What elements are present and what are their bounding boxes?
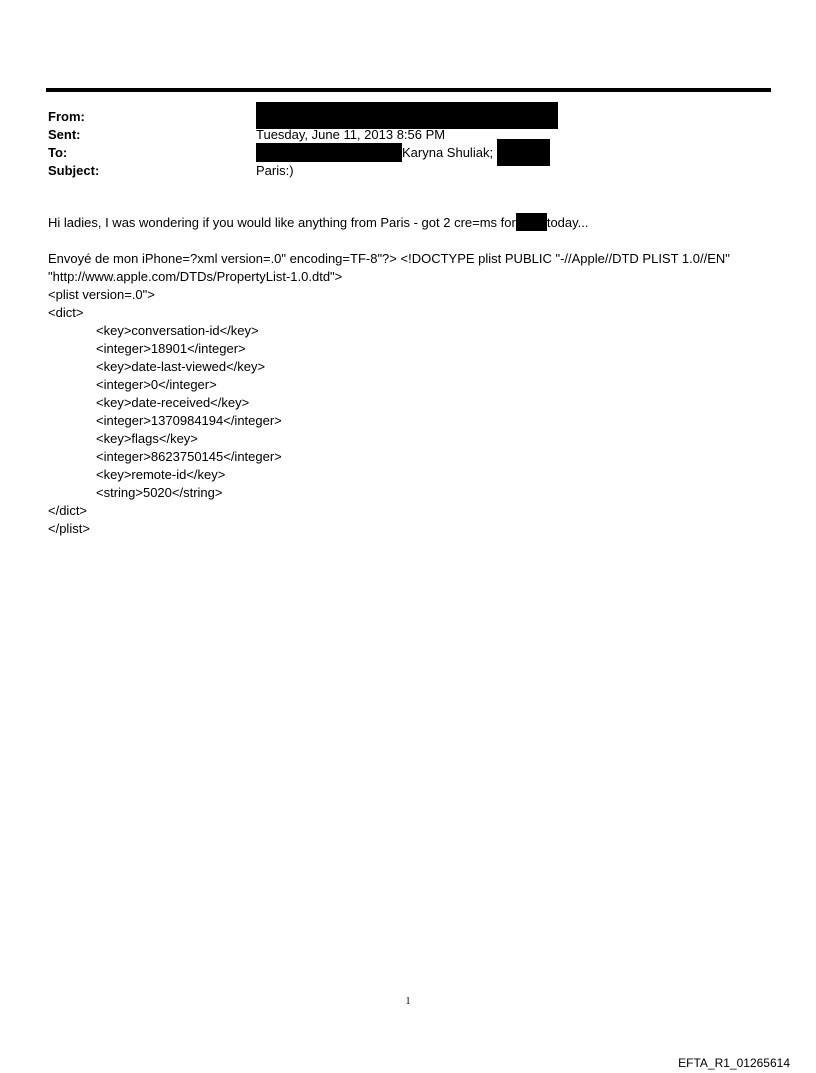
page-number: 1	[405, 996, 411, 1007]
redaction-box	[497, 139, 550, 166]
email-body	[48, 214, 778, 538]
plist-close-tag: </plist>	[48, 521, 90, 536]
dict-entry: <key>date-last-viewed</key>	[96, 359, 266, 374]
bates-number: EFTA_R1_01265614	[678, 1056, 790, 1070]
redaction-box	[256, 143, 402, 162]
dict-entry: <key>remote-id</key>	[96, 467, 226, 482]
dict-entry: <integer>0</integer>	[96, 377, 217, 392]
dict-open-tag: <dict>	[48, 305, 84, 320]
blank-line	[48, 232, 778, 250]
to-label: To:	[48, 145, 68, 160]
sent-value: Tuesday, June 11, 2013 8:56 PM	[256, 127, 446, 142]
dict-entry: <key>flags</key>	[96, 431, 198, 446]
greeting-text-end: today...	[546, 215, 589, 230]
dict-entry: <integer>1370984194</integer>	[96, 413, 282, 428]
signature-line: Envoyé de mon iPhone=?xml version=.0" encoding=TF-8"?> <!DOCTYPE plist PUBLIC "-//Apple//DTD PLIST 1.0//EN"	[48, 251, 730, 266]
dict-close-tag: </dict>	[48, 503, 88, 518]
redaction-box	[256, 102, 558, 129]
greeting-line	[48, 214, 778, 232]
to-value	[256, 144, 550, 166]
dict-entry: <integer>8623750145</integer>	[96, 449, 282, 464]
sent-label: Sent:	[48, 127, 81, 142]
dict-entry: <integer>18901</integer>	[96, 341, 246, 356]
dict-entry: <key>conversation-id</key>	[96, 323, 259, 338]
subject-value: Paris:)	[256, 163, 294, 178]
redaction-box	[516, 213, 547, 231]
plist-open-tag: <plist version=.0">	[48, 287, 155, 302]
dict-entry: <key>date-received</key>	[96, 395, 250, 410]
dict-entry: <string>5020</string>	[96, 485, 223, 500]
greeting-text: Hi ladies, I was wondering if you would like anything from Paris - got 2 cre=ms for	[48, 215, 516, 230]
signature-line: "http://www.apple.com/DTDs/PropertyList-1.0.dtd">	[48, 269, 343, 284]
header-divider	[46, 88, 771, 92]
to-recipient-name: Karyna Shuliak;	[402, 145, 494, 160]
subject-label: Subject:	[48, 163, 100, 178]
from-label: From:	[48, 109, 85, 124]
